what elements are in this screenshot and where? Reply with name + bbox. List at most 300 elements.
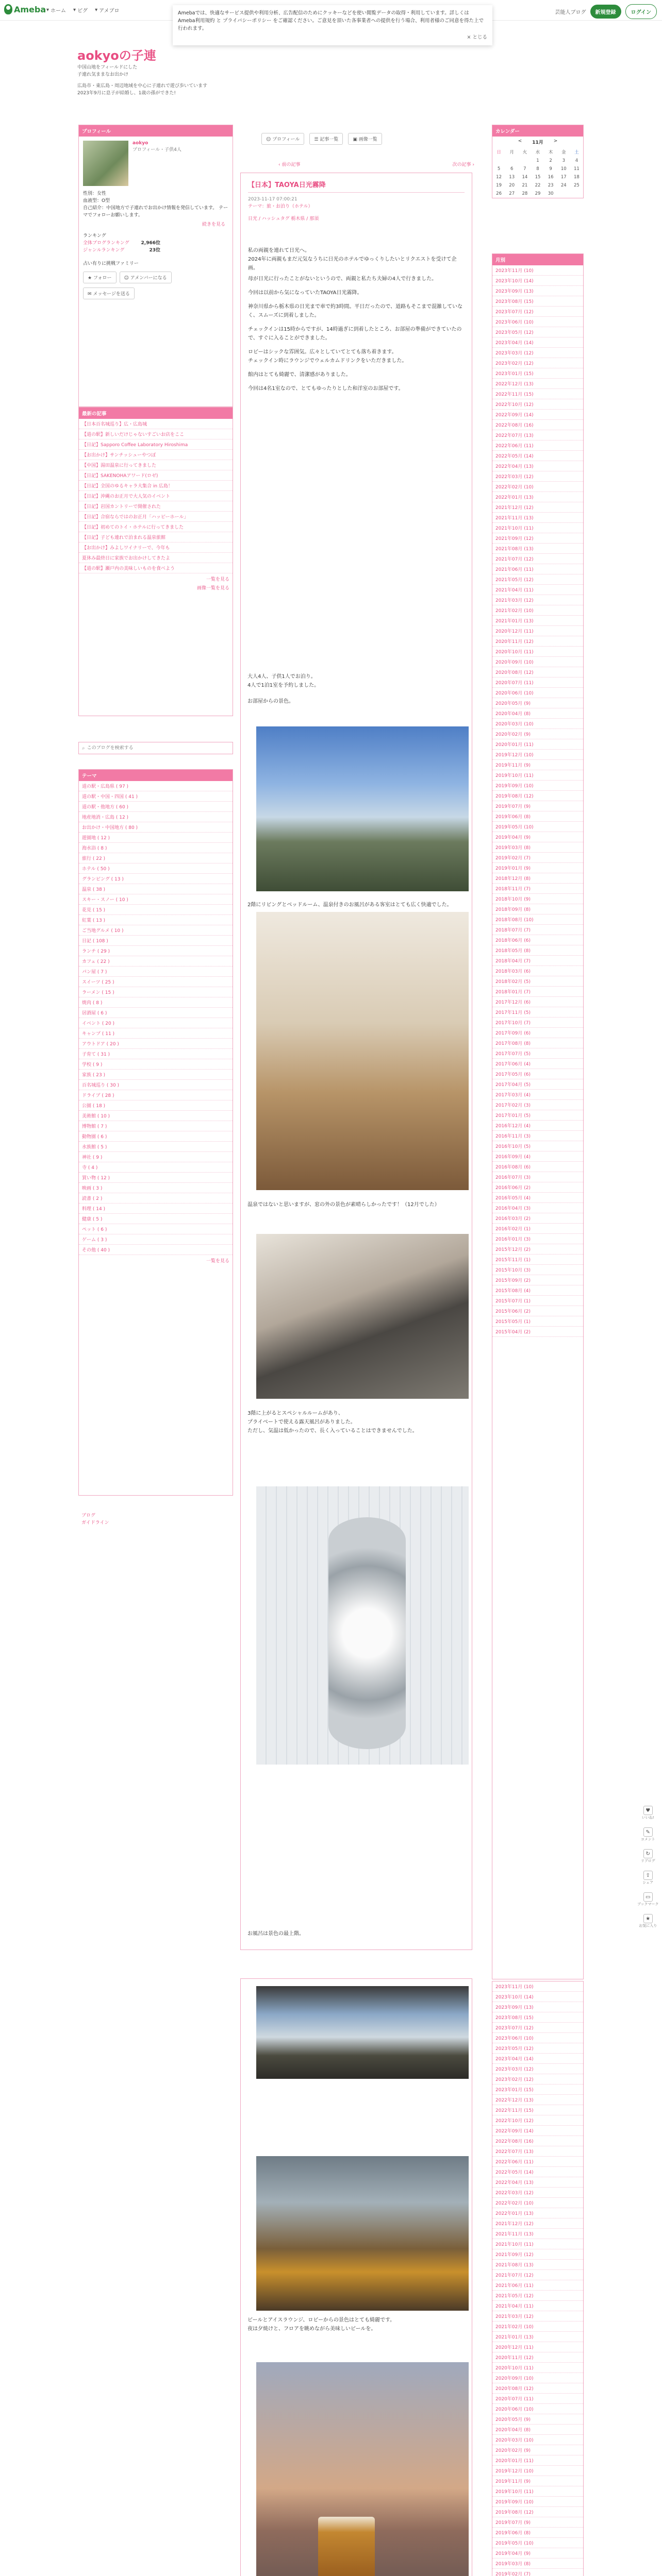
theme-link[interactable]: お出かけ・中国地方 ( 80 ) (79, 822, 233, 833)
archive-month-link[interactable]: 2022年09月 (14) (492, 2126, 583, 2136)
misc-link[interactable]: ブログ (81, 1513, 96, 1518)
archive-month-link[interactable]: 2021年12月 (12) (492, 2218, 583, 2229)
archive-month-link[interactable]: 2023年11月 (10) (492, 1981, 583, 1992)
archive-month-link[interactable]: 2020年06月 (10) (492, 2404, 583, 2414)
archive-month-link[interactable]: 2023年07月 (12) (492, 307, 583, 317)
archive-month-link[interactable]: 2022年07月 (13) (492, 2146, 583, 2157)
calendar-day[interactable]: 29 (535, 191, 541, 196)
ameba-logo[interactable] (4, 4, 46, 14)
archive-month-link[interactable]: 2022年06月 (11) (492, 440, 583, 451)
calendar-day[interactable]: 12 (496, 175, 502, 180)
theme-link[interactable]: グランピング ( 13 ) (79, 874, 233, 884)
archive-month-link[interactable]: 2022年03月 (12) (492, 2188, 583, 2198)
archive-month-link[interactable]: 2017年01月 (5) (492, 1110, 583, 1121)
archive-month-link[interactable]: 2020年12月 (11) (492, 626, 583, 636)
theme-link[interactable]: 映画 ( 3 ) (79, 1183, 233, 1193)
ranking-row-label[interactable]: ジャンルランキング (83, 248, 125, 253)
archive-month-link[interactable]: 2020年04月 (8) (492, 708, 583, 719)
recent-more-link[interactable]: 一覧を見る (206, 577, 229, 582)
archive-month-link[interactable]: 2015年04月 (2) (492, 1327, 583, 1337)
archive-month-link[interactable]: 2016年08月 (6) (492, 1162, 583, 1172)
archive-month-link[interactable]: 2020年09月 (10) (492, 657, 583, 667)
archive-month-link[interactable]: 2021年09月 (12) (492, 533, 583, 544)
archive-month-link[interactable]: 2019年10月 (11) (492, 770, 583, 781)
archive-month-link[interactable]: 2023年04月 (14) (492, 2054, 583, 2064)
calendar-day[interactable]: 18 (574, 175, 580, 180)
cookie-close-button[interactable]: × とじる (467, 35, 487, 40)
archive-month-link[interactable]: 2019年07月 (9) (492, 801, 583, 811)
archive-month-link[interactable]: 2019年12月 (10) (492, 750, 583, 760)
theme-link[interactable]: ご当地グルメ ( 10 ) (79, 925, 233, 936)
archive-month-link[interactable]: 2022年11月 (15) (492, 389, 583, 399)
archive-month-link[interactable]: 2017年06月 (4) (492, 1059, 583, 1069)
archive-month-link[interactable]: 2021年06月 (11) (492, 564, 583, 574)
archive-month-link[interactable]: 2020年01月 (11) (492, 739, 583, 750)
calendar-day[interactable]: 7 (523, 166, 526, 172)
archive-month-link[interactable]: 2016年04月 (3) (492, 1203, 583, 1213)
recent-post-link[interactable]: 夏休み最終日に家族でお出かけしてきたよ (79, 553, 233, 563)
calendar-day[interactable]: 3 (562, 158, 565, 163)
archive-month-link[interactable]: 2016年07月 (3) (492, 1172, 583, 1182)
archive-month-link[interactable]: 2016年06月 (2) (492, 1182, 583, 1193)
calendar-day[interactable]: 15 (535, 175, 541, 180)
archive-month-link[interactable]: 2020年03月 (10) (492, 2435, 583, 2445)
recent-post-link[interactable]: 【道の駅】新しいだけじゃないすごいお店をここ (79, 429, 233, 439)
login-button[interactable]: ログイン (625, 4, 657, 19)
archive-month-link[interactable]: 2017年07月 (5) (492, 1048, 583, 1059)
toolbar-profile[interactable]: ☺ プロフィール (261, 133, 304, 145)
archive-month-link[interactable]: 2019年08月 (12) (492, 791, 583, 801)
archive-month-link[interactable]: 2023年03月 (12) (492, 2064, 583, 2074)
archive-month-link[interactable]: 2021年04月 (11) (492, 2301, 583, 2311)
article-theme[interactable]: テーマ：旅・お泊り（ホテル） (248, 204, 313, 209)
search-input[interactable] (87, 745, 226, 751)
archive-month-link[interactable]: 2021年07月 (12) (492, 2270, 583, 2280)
theme-link[interactable]: 居酒屋 ( 6 ) (79, 1008, 233, 1018)
recent-post-link[interactable]: 【日記】子ども連れで泊まれる温泉旅館 (79, 532, 233, 543)
archive-month-link[interactable]: 2022年08月 (16) (492, 420, 583, 430)
archive-month-link[interactable]: 2018年01月 (7) (492, 987, 583, 997)
theme-link[interactable]: 水族館 ( 5 ) (79, 1142, 233, 1152)
calendar-day[interactable]: 20 (509, 183, 515, 188)
archive-month-link[interactable]: 2018年09月 (8) (492, 904, 583, 914)
archive-month-link[interactable]: 2018年05月 (8) (492, 945, 583, 956)
archive-month-link[interactable]: 2016年02月 (1) (492, 1224, 583, 1234)
archive-month-link[interactable]: 2018年08月 (10) (492, 914, 583, 925)
archive-month-link[interactable]: 2018年11月 (7) (492, 884, 583, 894)
archive-month-link[interactable]: 2021年11月 (13) (492, 2229, 583, 2239)
archive-month-link[interactable]: 2023年05月 (12) (492, 2043, 583, 2054)
share-tool-item[interactable] (641, 1827, 655, 1842)
blog-title[interactable]: aokyoの子連 (77, 48, 156, 63)
archive-month-link[interactable]: 2021年08月 (13) (492, 2260, 583, 2270)
calendar-day[interactable]: 16 (548, 175, 554, 180)
archive-month-link[interactable]: 2021年03月 (12) (492, 2311, 583, 2321)
archive-month-link[interactable]: 2019年02月 (7) (492, 2569, 583, 2576)
archive-month-link[interactable]: 2023年03月 (12) (492, 348, 583, 358)
theme-link[interactable]: 百名城巡り ( 30 ) (79, 1080, 233, 1090)
theme-link[interactable]: 遊園地 ( 12 ) (79, 833, 233, 843)
calendar-day[interactable]: 8 (536, 166, 539, 172)
archive-month-link[interactable]: 2023年10月 (14) (492, 1992, 583, 2002)
theme-link[interactable]: 焼肉 ( 8 ) (79, 997, 233, 1008)
archive-month-link[interactable]: 2019年01月 (9) (492, 863, 583, 873)
archive-month-link[interactable]: 2020年08月 (12) (492, 667, 583, 677)
prev-post-link[interactable]: ‹ 前の記事 (278, 162, 301, 167)
archive-month-link[interactable]: 2023年01月 (15) (492, 2084, 583, 2095)
archive-month-link[interactable]: 2018年12月 (8) (492, 873, 583, 884)
calendar-day[interactable]: 11 (574, 166, 580, 172)
archive-month-link[interactable]: 2020年12月 (11) (492, 2342, 583, 2352)
theme-link[interactable]: その他 ( 40 ) (79, 1245, 233, 1255)
archive-month-link[interactable]: 2023年07月 (12) (492, 2023, 583, 2033)
celebrity-blog-link[interactable]: 芸能人ブログ (555, 10, 586, 15)
archive-month-link[interactable]: 2019年11月 (9) (492, 760, 583, 770)
calendar-day[interactable]: 9 (549, 166, 552, 172)
archive-month-link[interactable]: 2021年08月 (13) (492, 544, 583, 554)
archive-month-link[interactable]: 2017年08月 (8) (492, 1038, 583, 1048)
theme-link[interactable]: ホテル ( 50 ) (79, 863, 233, 874)
archive-month-link[interactable]: 2022年01月 (13) (492, 492, 583, 502)
archive-month-link[interactable]: 2018年10月 (9) (492, 894, 583, 904)
calendar-day[interactable]: 21 (522, 183, 528, 188)
archive-month-link[interactable]: 2020年05月 (9) (492, 2414, 583, 2425)
archive-month-link[interactable]: 2018年02月 (5) (492, 976, 583, 987)
theme-link[interactable]: ラーメン ( 15 ) (79, 987, 233, 997)
archive-month-link[interactable]: 2020年03月 (10) (492, 719, 583, 729)
recent-images-link[interactable]: 画像一覧を見る (196, 586, 229, 591)
archive-month-link[interactable]: 2022年02月 (10) (492, 2198, 583, 2208)
archive-month-link[interactable]: 2017年11月 (5) (492, 1007, 583, 1018)
archive-month-link[interactable]: 2022年06月 (11) (492, 2157, 583, 2167)
theme-link[interactable]: 料理 ( 14 ) (79, 1204, 233, 1214)
archive-month-link[interactable]: 2019年02月 (7) (492, 853, 583, 863)
theme-link[interactable]: 子育て ( 31 ) (79, 1049, 233, 1059)
archive-month-link[interactable]: 2019年09月 (10) (492, 2497, 583, 2507)
archive-month-link[interactable]: 2017年04月 (5) (492, 1079, 583, 1090)
archive-month-link[interactable]: 2021年07月 (12) (492, 554, 583, 564)
archive-month-link[interactable]: 2022年05月 (14) (492, 451, 583, 461)
archive-month-link[interactable]: 2018年07月 (7) (492, 925, 583, 935)
archive-month-link[interactable]: 2023年04月 (14) (492, 337, 583, 348)
archive-month-link[interactable]: 2020年01月 (11) (492, 2455, 583, 2466)
archive-month-link[interactable]: 2023年10月 (14) (492, 276, 583, 286)
theme-link[interactable]: 神社 ( 9 ) (79, 1152, 233, 1162)
archive-month-link[interactable]: 2019年05月 (10) (492, 2538, 583, 2548)
calendar-day[interactable]: 2 (549, 158, 552, 163)
archive-month-link[interactable]: 2018年06月 (6) (492, 935, 583, 945)
theme-link[interactable]: 寺 ( 4 ) (79, 1162, 233, 1173)
archive-month-link[interactable]: 2021年10月 (11) (492, 2239, 583, 2249)
share-tool-item[interactable] (637, 1892, 659, 1907)
calendar-day[interactable]: 22 (535, 183, 541, 188)
archive-month-link[interactable]: 2022年12月 (13) (492, 379, 583, 389)
archive-month-link[interactable]: 2020年07月 (11) (492, 677, 583, 688)
next-post-link[interactable]: 次の記事 › (452, 162, 474, 167)
theme-link[interactable]: キャンプ ( 11 ) (79, 1028, 233, 1039)
photo-view-from-room[interactable] (256, 726, 469, 891)
article-tags[interactable]: 日光 / ハッシュタグ 栃木県 / 那須 (248, 216, 319, 222)
archive-month-link[interactable]: 2020年10月 (11) (492, 647, 583, 657)
theme-link[interactable]: 美術館 ( 10 ) (79, 1111, 233, 1121)
theme-link[interactable]: 健康 ( 5 ) (79, 1214, 233, 1224)
calendar-day[interactable]: 17 (560, 175, 567, 180)
themes-more-link[interactable]: 一覧を見る (206, 1259, 229, 1264)
archive-month-link[interactable]: 2020年05月 (9) (492, 698, 583, 708)
misc-link[interactable]: ガイドライン (81, 1520, 109, 1526)
recent-post-link[interactable]: 【お出かけ】みよしワイナリーで、今年も (79, 543, 233, 553)
archive-month-link[interactable]: 2023年11月 (10) (492, 265, 583, 276)
archive-month-link[interactable]: 2015年09月 (2) (492, 1275, 583, 1285)
archive-month-link[interactable]: 2021年10月 (11) (492, 523, 583, 533)
toolbar-images[interactable]: ▣ 画像一覧 (348, 133, 382, 145)
theme-link[interactable]: 動物園 ( 6 ) (79, 1131, 233, 1142)
register-button[interactable]: 新規登録 (590, 5, 621, 19)
calendar-day[interactable]: 10 (560, 166, 567, 172)
archive-month-link[interactable]: 2017年12月 (6) (492, 997, 583, 1007)
archive-month-link[interactable]: 2023年08月 (15) (492, 296, 583, 307)
calendar-day[interactable]: 1 (536, 158, 539, 163)
archive-month-link[interactable]: 2016年12月 (4) (492, 1121, 583, 1131)
archive-month-link[interactable]: 2017年09月 (6) (492, 1028, 583, 1038)
archive-month-link[interactable]: 2022年08月 (16) (492, 2136, 583, 2146)
article-title[interactable]: 【日本】TAOYA日光霧降 (248, 179, 465, 193)
recent-post-link[interactable]: 【日本百名城巡り】広・広島城 (79, 419, 233, 429)
theme-link[interactable]: 家族 ( 23 ) (79, 1070, 233, 1080)
theme-link[interactable]: スキー・スノー ( 10 ) (79, 894, 233, 905)
theme-link[interactable]: 読書 ( 2 ) (79, 1193, 233, 1204)
archive-month-link[interactable]: 2015年08月 (4) (492, 1285, 583, 1296)
avatar[interactable] (83, 141, 128, 186)
archive-month-link[interactable]: 2021年04月 (11) (492, 585, 583, 595)
archive-month-link[interactable]: 2021年05月 (12) (492, 574, 583, 585)
recent-post-link[interactable]: 【日記】初めてのトイ・ホテルに行ってきました (79, 522, 233, 532)
archive-month-link[interactable]: 2020年08月 (12) (492, 2383, 583, 2394)
photo-bath[interactable] (256, 1234, 469, 1399)
archive-month-link[interactable]: 2019年08月 (12) (492, 2507, 583, 2517)
theme-link[interactable]: 学校 ( 9 ) (79, 1059, 233, 1070)
archive-month-link[interactable]: 2019年04月 (9) (492, 832, 583, 842)
theme-link[interactable]: 博物館 ( 7 ) (79, 1121, 233, 1131)
archive-month-link[interactable]: 2022年07月 (13) (492, 430, 583, 440)
archive-month-link[interactable]: 2017年05月 (6) (492, 1069, 583, 1079)
profile-tag[interactable]: 占い有りに挑戦ファミリー (83, 261, 139, 266)
calendar-day[interactable]: 28 (522, 191, 528, 196)
theme-link[interactable]: 買い物 ( 12 ) (79, 1173, 233, 1183)
calendar-day[interactable]: 27 (509, 191, 515, 196)
calendar-next-button[interactable]: > (553, 139, 558, 144)
amember-button[interactable]: ☺ アメンバーになる (120, 272, 172, 283)
archive-month-link[interactable]: 2015年10月 (3) (492, 1265, 583, 1275)
archive-month-link[interactable]: 2017年03月 (4) (492, 1090, 583, 1100)
archive-month-link[interactable]: 2023年01月 (15) (492, 368, 583, 379)
theme-link[interactable]: 道の駅・広島県 ( 97 ) (79, 781, 233, 791)
archive-month-link[interactable]: 2022年10月 (12) (492, 2115, 583, 2126)
archive-month-link[interactable]: 2021年02月 (10) (492, 605, 583, 616)
archive-month-link[interactable]: 2015年05月 (1) (492, 1316, 583, 1327)
archive-month-link[interactable]: 2015年06月 (2) (492, 1306, 583, 1316)
archive-month-link[interactable]: 2021年06月 (11) (492, 2280, 583, 2291)
archive-month-link[interactable]: 2019年07月 (9) (492, 2517, 583, 2528)
ranking-row-label[interactable]: 全体ブログランキング (83, 241, 129, 246)
archive-month-link[interactable]: 2019年06月 (8) (492, 811, 583, 822)
calendar-prev-button[interactable]: < (518, 139, 522, 144)
photo-lounge-window[interactable] (256, 1986, 469, 2079)
photo-staircase[interactable] (256, 1486, 469, 1765)
archive-month-link[interactable]: 2019年03月 (8) (492, 2558, 583, 2569)
calendar-day[interactable]: 24 (560, 183, 567, 188)
share-tool-item[interactable] (642, 1871, 653, 1885)
archive-month-link[interactable]: 2020年09月 (10) (492, 2373, 583, 2383)
nav-home[interactable]: ▾ ホーム (46, 7, 67, 14)
recent-post-link[interactable]: 【日記】SAKENOHAアワード(ロゼ) (79, 470, 233, 481)
archive-month-link[interactable]: 2022年04月 (13) (492, 2177, 583, 2188)
theme-link[interactable]: イベント ( 20 ) (79, 1018, 233, 1028)
archive-month-link[interactable]: 2020年07月 (11) (492, 2394, 583, 2404)
archive-month-link[interactable]: 2021年11月 (13) (492, 513, 583, 523)
recent-post-link[interactable]: 【日記】沖縄のお正月で大人気のイベント (79, 491, 233, 501)
calendar-day[interactable]: 13 (509, 175, 515, 180)
message-button[interactable]: ✉ メッセージを送る (83, 287, 135, 299)
theme-link[interactable]: 旅行 ( 22 ) (79, 853, 233, 863)
theme-link[interactable]: 日記 ( 108 ) (79, 936, 233, 946)
recent-post-link[interactable]: 【お出かけ】サンチッシューやつぽ (79, 450, 233, 460)
archive-month-link[interactable]: 2023年02月 (12) (492, 358, 583, 368)
calendar-day[interactable]: 5 (497, 166, 501, 172)
archive-month-link[interactable]: 2019年04月 (9) (492, 2548, 583, 2558)
profile-name[interactable]: aokyo (133, 141, 148, 146)
archive-month-link[interactable]: 2020年02月 (9) (492, 2445, 583, 2455)
archive-month-link[interactable]: 2023年09月 (13) (492, 2002, 583, 2012)
photo-room-interior[interactable] (256, 912, 469, 1190)
theme-link[interactable]: カフェ ( 22 ) (79, 956, 233, 967)
archive-month-link[interactable]: 2021年02月 (10) (492, 2321, 583, 2332)
theme-link[interactable]: ゲーム ( 3 ) (79, 1234, 233, 1245)
archive-month-link[interactable]: 2023年02月 (12) (492, 2074, 583, 2084)
calendar-day[interactable]: 14 (522, 175, 528, 180)
theme-link[interactable]: 海水浴 ( 8 ) (79, 843, 233, 853)
follow-button[interactable]: ★ フォロー (83, 272, 117, 283)
archive-month-link[interactable]: 2016年03月 (2) (492, 1213, 583, 1224)
archive-month-link[interactable]: 2020年04月 (8) (492, 2425, 583, 2435)
archive-month-link[interactable]: 2022年04月 (13) (492, 461, 583, 471)
archive-month-link[interactable]: 2021年01月 (13) (492, 616, 583, 626)
archive-month-link[interactable]: 2022年10月 (12) (492, 399, 583, 410)
archive-month-link[interactable]: 2016年11月 (3) (492, 1131, 583, 1141)
archive-month-link[interactable]: 2019年12月 (10) (492, 2466, 583, 2476)
archive-month-link[interactable]: 2022年05月 (14) (492, 2167, 583, 2177)
photo-beer-sunset[interactable] (256, 2362, 469, 2576)
recent-post-link[interactable]: 【中国】湯田温泉に行ってきました (79, 460, 233, 470)
archive-month-link[interactable]: 2016年09月 (4) (492, 1151, 583, 1162)
archive-month-link[interactable]: 2020年10月 (11) (492, 2363, 583, 2373)
archive-month-link[interactable]: 2022年03月 (12) (492, 471, 583, 482)
calendar-day[interactable]: 26 (496, 191, 502, 196)
archive-month-link[interactable]: 2018年03月 (6) (492, 966, 583, 976)
archive-month-link[interactable]: 2023年06月 (10) (492, 2033, 583, 2043)
theme-link[interactable]: 地産地消・広島 ( 12 ) (79, 812, 233, 822)
theme-link[interactable]: 温泉 ( 38 ) (79, 884, 233, 894)
profile-more-link[interactable]: 続きを見る (202, 222, 225, 227)
nav-pigg[interactable]: ▾ ピグ (73, 7, 88, 14)
archive-month-link[interactable]: 2019年11月 (9) (492, 2476, 583, 2486)
recent-post-link[interactable]: 【道の駅】瀬戸内の美味しいものを食べよう (79, 563, 233, 573)
archive-month-link[interactable]: 2023年09月 (13) (492, 286, 583, 296)
archive-month-link[interactable]: 2019年05月 (10) (492, 822, 583, 832)
theme-link[interactable]: ドライブ ( 28 ) (79, 1090, 233, 1100)
recent-post-link[interactable]: 【日記】全国のゆるキャラ大集合 in 広島！ (79, 481, 233, 491)
archive-month-link[interactable]: 2023年06月 (10) (492, 317, 583, 327)
archive-month-link[interactable]: 2023年05月 (12) (492, 327, 583, 337)
recent-post-link[interactable]: 【日記】岩国カントリーで開催された (79, 501, 233, 512)
archive-month-link[interactable]: 2021年01月 (13) (492, 2332, 583, 2342)
recent-post-link[interactable]: 【日記】Sapporo Coffee Laboratory Hiroshima (79, 439, 233, 450)
archive-month-link[interactable]: 2022年09月 (14) (492, 410, 583, 420)
calendar-day[interactable]: 6 (510, 166, 514, 172)
archive-month-link[interactable]: 2021年03月 (12) (492, 595, 583, 605)
archive-month-link[interactable]: 2016年10月 (5) (492, 1141, 583, 1151)
archive-month-link[interactable]: 2019年03月 (8) (492, 842, 583, 853)
photo-lounge[interactable] (256, 2156, 469, 2311)
archive-month-link[interactable]: 2023年08月 (15) (492, 2012, 583, 2023)
theme-link[interactable]: 道の駅・他地方 ( 60 ) (79, 802, 233, 812)
archive-month-link[interactable]: 2018年04月 (7) (492, 956, 583, 966)
nav-ameblo[interactable]: ▾ アメブロ (95, 7, 120, 14)
theme-link[interactable]: アウトドア ( 20 ) (79, 1039, 233, 1049)
theme-link[interactable]: ランチ ( 29 ) (79, 946, 233, 956)
theme-link[interactable]: 公園 ( 18 ) (79, 1100, 233, 1111)
archive-month-link[interactable]: 2015年12月 (2) (492, 1244, 583, 1255)
calendar-day[interactable]: 23 (548, 183, 554, 188)
archive-month-link[interactable]: 2022年01月 (13) (492, 2208, 583, 2218)
archive-month-link[interactable]: 2021年09月 (12) (492, 2249, 583, 2260)
recent-post-link[interactable]: 【日記】合宿ならではのお正月「ハッピーホール」 (79, 512, 233, 522)
archive-month-link[interactable]: 2016年01月 (3) (492, 1234, 583, 1244)
archive-month-link[interactable]: 2020年06月 (10) (492, 688, 583, 698)
archive-month-link[interactable]: 2022年11月 (15) (492, 2105, 583, 2115)
calendar-day[interactable]: 19 (496, 183, 502, 188)
share-tool-item[interactable] (641, 1849, 655, 1863)
share-tool-item[interactable] (642, 1806, 654, 1820)
archive-month-link[interactable]: 2021年12月 (12) (492, 502, 583, 513)
archive-month-link[interactable]: 2022年12月 (13) (492, 2095, 583, 2105)
archive-month-link[interactable]: 2015年11月 (1) (492, 1255, 583, 1265)
theme-link[interactable]: 花見 ( 15 ) (79, 905, 233, 915)
archive-month-link[interactable]: 2019年10月 (11) (492, 2486, 583, 2497)
archive-month-link[interactable]: 2017年10月 (7) (492, 1018, 583, 1028)
theme-link[interactable]: 紅葉 ( 13 ) (79, 915, 233, 925)
archive-month-link[interactable]: 2019年09月 (10) (492, 781, 583, 791)
archive-month-link[interactable]: 2019年06月 (8) (492, 2528, 583, 2538)
theme-link[interactable]: スイーツ ( 25 ) (79, 977, 233, 987)
theme-link[interactable]: 道の駅・中国・四国 ( 41 ) (79, 791, 233, 802)
calendar-day[interactable]: 30 (548, 191, 554, 196)
toolbar-entries[interactable]: ☰ 記事一覧 (309, 133, 343, 145)
archive-month-link[interactable]: 2020年11月 (12) (492, 2352, 583, 2363)
theme-link[interactable]: ペット ( 6 ) (79, 1224, 233, 1234)
theme-link[interactable]: パン屋 ( 7 ) (79, 967, 233, 977)
archive-month-link[interactable]: 2015年07月 (1) (492, 1296, 583, 1306)
archive-month-link[interactable]: 2021年05月 (12) (492, 2291, 583, 2301)
archive-month-link[interactable]: 2020年11月 (12) (492, 636, 583, 647)
archive-month-link[interactable]: 2020年02月 (9) (492, 729, 583, 739)
archive-month-link[interactable]: 2016年05月 (4) (492, 1193, 583, 1203)
archive-month-link[interactable]: 2022年02月 (10) (492, 482, 583, 492)
archive-month-link[interactable]: 2017年02月 (3) (492, 1100, 583, 1110)
share-tool-item[interactable] (639, 1914, 657, 1928)
calendar-day[interactable]: 4 (575, 158, 578, 163)
calendar-day[interactable]: 25 (574, 183, 580, 188)
